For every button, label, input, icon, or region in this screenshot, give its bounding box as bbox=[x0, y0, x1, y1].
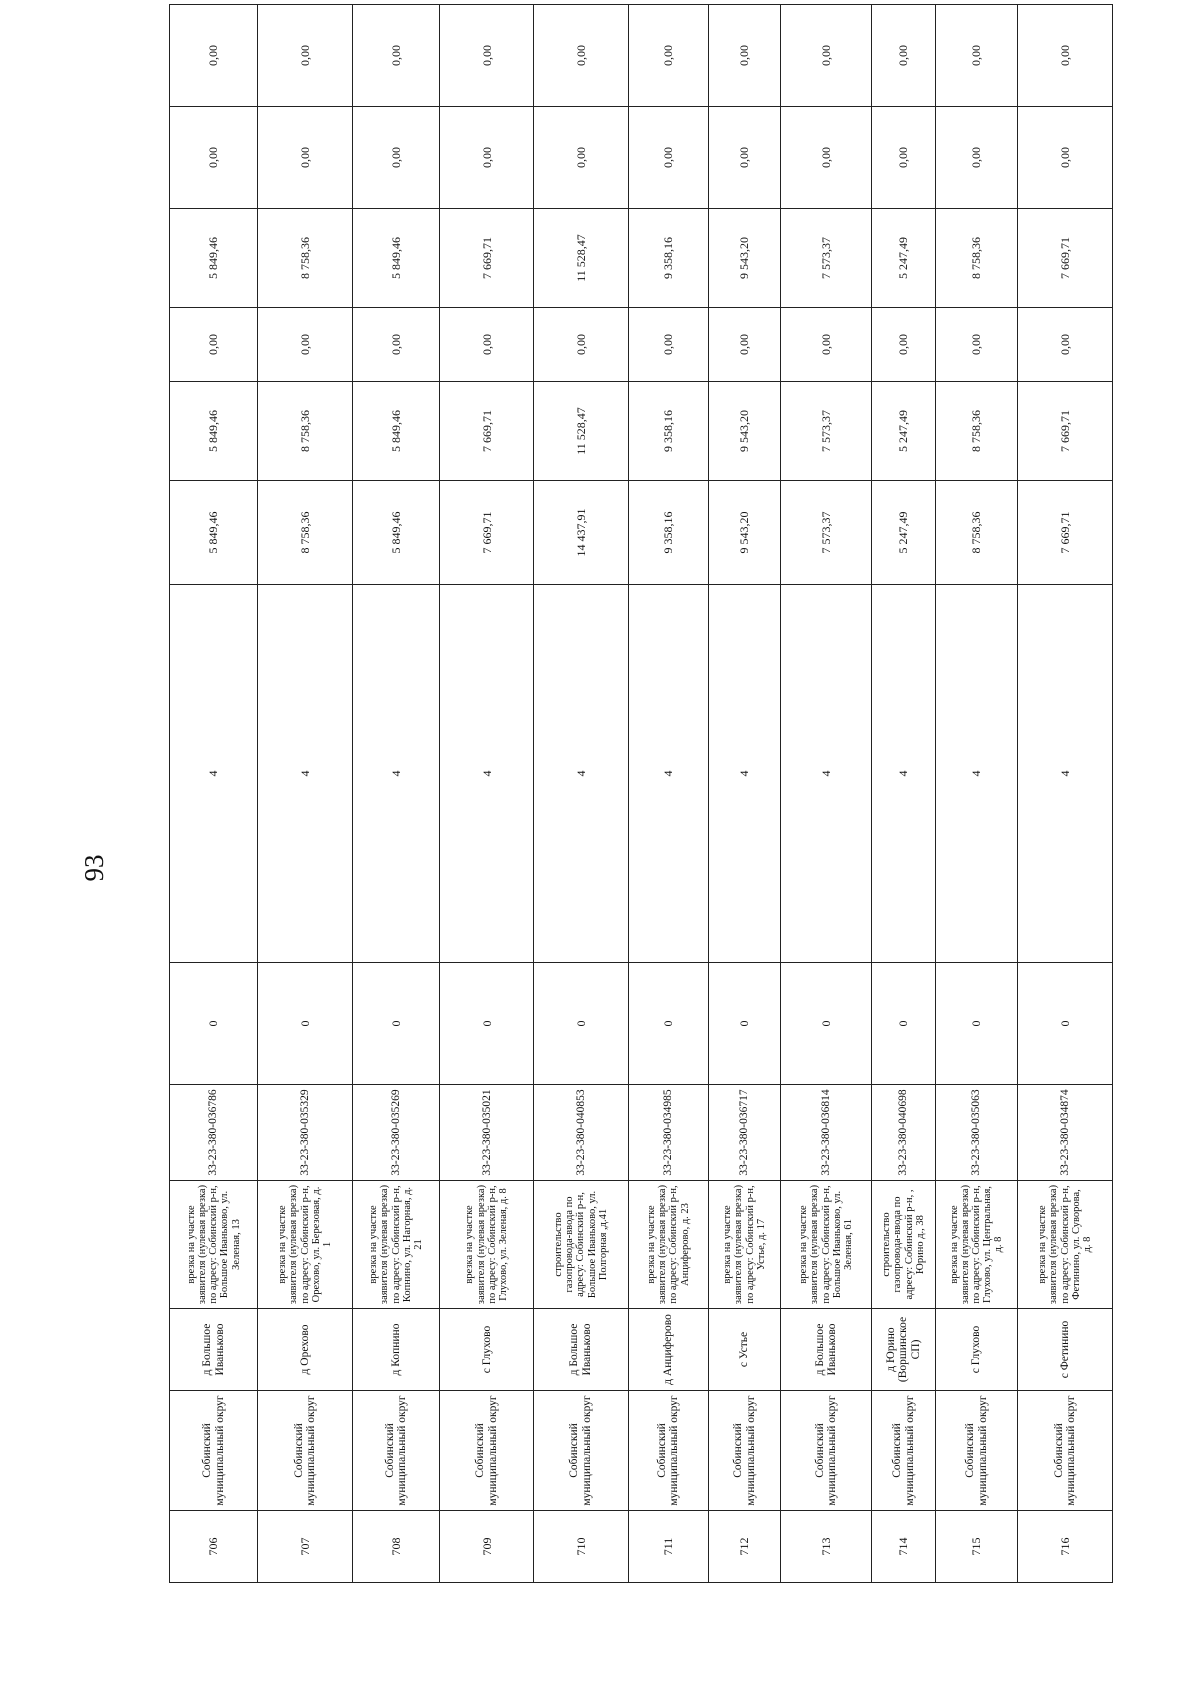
value-col-8: 7 669,71 bbox=[1018, 382, 1113, 481]
value-col-9: 0,00 bbox=[440, 308, 534, 382]
cadastre-number: 33-23-380-035021 bbox=[440, 1085, 534, 1181]
row-number: 709 bbox=[440, 1511, 534, 1583]
data-table bbox=[169, 4, 1113, 1583]
value-col-5: 0 bbox=[258, 963, 353, 1085]
address-description: врезка на участке заявителя (нулевая врезка) по адресу: Собинский р-н, Орехово, ул. Березовая, д. 1 bbox=[258, 1181, 353, 1309]
value-col-8: 7 573,37 bbox=[781, 382, 872, 481]
value-col-5: 0 bbox=[628, 963, 708, 1085]
value-col-6: 4 bbox=[440, 585, 534, 963]
row-number: 714 bbox=[871, 1511, 935, 1583]
row-number: 706 bbox=[170, 1511, 258, 1583]
value-col-8: 8 758,36 bbox=[936, 382, 1018, 481]
table-row bbox=[1018, 5, 1113, 1583]
value-col-8: 8 758,36 bbox=[258, 382, 353, 481]
value-col-12: 0,00 bbox=[1018, 5, 1113, 107]
district-cell: Собинский муниципальный округ bbox=[1018, 1391, 1113, 1511]
value-col-6: 4 bbox=[871, 585, 935, 963]
value-col-5: 0 bbox=[936, 963, 1018, 1085]
value-col-10: 7 669,71 bbox=[440, 209, 534, 308]
value-col-5: 0 bbox=[353, 963, 440, 1085]
value-col-9: 0,00 bbox=[871, 308, 935, 382]
locality-cell: д Юрино (Воршинское СП) bbox=[871, 1309, 935, 1391]
row-number: 713 bbox=[781, 1511, 872, 1583]
value-col-8: 5 849,46 bbox=[170, 382, 258, 481]
value-col-8: 7 669,71 bbox=[440, 382, 534, 481]
table-row bbox=[708, 5, 781, 1583]
table-row bbox=[628, 5, 708, 1583]
cadastre-number: 33-23-380-035329 bbox=[258, 1085, 353, 1181]
value-col-12: 0,00 bbox=[258, 5, 353, 107]
value-col-8: 11 528,47 bbox=[534, 382, 629, 481]
district-cell: Собинский муниципальный округ bbox=[353, 1391, 440, 1511]
cadastre-number: 33-23-380-034985 bbox=[628, 1085, 708, 1181]
value-col-12: 0,00 bbox=[353, 5, 440, 107]
row-number: 715 bbox=[936, 1511, 1018, 1583]
district-cell: Собинский муниципальный округ bbox=[708, 1391, 781, 1511]
value-col-7: 7 669,71 bbox=[1018, 481, 1113, 585]
value-col-10: 5 247,49 bbox=[871, 209, 935, 308]
value-col-11: 0,00 bbox=[440, 107, 534, 209]
value-col-7: 5 247,49 bbox=[871, 481, 935, 585]
value-col-6: 4 bbox=[628, 585, 708, 963]
value-col-5: 0 bbox=[708, 963, 781, 1085]
value-col-5: 0 bbox=[170, 963, 258, 1085]
value-col-10: 5 849,46 bbox=[170, 209, 258, 308]
value-col-12: 0,00 bbox=[708, 5, 781, 107]
value-col-12: 0,00 bbox=[628, 5, 708, 107]
address-description: врезка на участке заявителя (нулевая врезка) по адресу: Собинский р-н, Анциферово, д. 23 bbox=[628, 1181, 708, 1309]
value-col-10: 7 573,37 bbox=[781, 209, 872, 308]
district-cell: Собинский муниципальный округ bbox=[440, 1391, 534, 1511]
value-col-12: 0,00 bbox=[871, 5, 935, 107]
value-col-12: 0,00 bbox=[936, 5, 1018, 107]
value-col-9: 0,00 bbox=[353, 308, 440, 382]
district-cell: Собинский муниципальный округ bbox=[534, 1391, 629, 1511]
value-col-7: 5 849,46 bbox=[170, 481, 258, 585]
cadastre-number: 33-23-380-040698 bbox=[871, 1085, 935, 1181]
value-col-11: 0,00 bbox=[258, 107, 353, 209]
address-description: врезка на участке заявителя (нулевая врезка) по адресу: Собинский р-н, Большое Иваньково, ул. Зеленая, 61 bbox=[781, 1181, 872, 1309]
value-col-9: 0,00 bbox=[781, 308, 872, 382]
value-col-11: 0,00 bbox=[534, 107, 629, 209]
address-description: врезка на участке заявителя (нулевая врезка) по адресу: Собинский р-н, Глухово, ул. Центральная, д. 8 bbox=[936, 1181, 1018, 1309]
cadastre-number: 33-23-380-034874 bbox=[1018, 1085, 1113, 1181]
value-col-12: 0,00 bbox=[440, 5, 534, 107]
cadastre-number: 33-23-380-035063 bbox=[936, 1085, 1018, 1181]
value-col-6: 4 bbox=[936, 585, 1018, 963]
value-col-5: 0 bbox=[781, 963, 872, 1085]
cadastre-number: 33-23-380-036786 bbox=[170, 1085, 258, 1181]
value-col-6: 4 bbox=[708, 585, 781, 963]
row-number: 708 bbox=[353, 1511, 440, 1583]
value-col-11: 0,00 bbox=[871, 107, 935, 209]
rotated-table-container bbox=[169, 45, 1113, 1583]
address-description: врезка на участке заявителя (нулевая врезка) по адресу: Собинский р-н, Глухово, ул. Зеленая, д. 8 bbox=[440, 1181, 534, 1309]
table-row bbox=[781, 5, 872, 1583]
address-description: врезка на участке заявителя (нулевая врезка) по адресу: Собинский р-н, Фетинино, ул. Суворова, д. 8 bbox=[1018, 1181, 1113, 1309]
district-cell: Собинский муниципальный округ bbox=[258, 1391, 353, 1511]
value-col-5: 0 bbox=[440, 963, 534, 1085]
value-col-8: 9 358,16 bbox=[628, 382, 708, 481]
value-col-7: 7 573,37 bbox=[781, 481, 872, 585]
locality-cell: с Глухово bbox=[936, 1309, 1018, 1391]
cadastre-number: 33-23-380-036814 bbox=[781, 1085, 872, 1181]
locality-cell: с Фетинино bbox=[1018, 1309, 1113, 1391]
value-col-6: 4 bbox=[170, 585, 258, 963]
cadastre-number: 33-23-380-035269 bbox=[353, 1085, 440, 1181]
value-col-11: 0,00 bbox=[170, 107, 258, 209]
value-col-10: 9 543,20 bbox=[708, 209, 781, 308]
table-row bbox=[936, 5, 1018, 1583]
value-col-12: 0,00 bbox=[170, 5, 258, 107]
table-row bbox=[440, 5, 534, 1583]
value-col-7: 9 358,16 bbox=[628, 481, 708, 585]
value-col-9: 0,00 bbox=[708, 308, 781, 382]
cadastre-number: 33-23-380-040853 bbox=[534, 1085, 629, 1181]
table-row bbox=[258, 5, 353, 1583]
value-col-10: 7 669,71 bbox=[1018, 209, 1113, 308]
row-number: 707 bbox=[258, 1511, 353, 1583]
value-col-6: 4 bbox=[781, 585, 872, 963]
address-description: врезка на участке заявителя (нулевая врезка) по адресу: Собинский р-н, Большое Иваньково, ул. Зеленая, 13 bbox=[170, 1181, 258, 1309]
cadastre-number: 33-23-380-036717 bbox=[708, 1085, 781, 1181]
table-row bbox=[170, 5, 258, 1583]
value-col-7: 7 669,71 bbox=[440, 481, 534, 585]
district-cell: Собинский муниципальный округ bbox=[781, 1391, 872, 1511]
locality-cell: д Анциферово bbox=[628, 1309, 708, 1391]
value-col-11: 0,00 bbox=[781, 107, 872, 209]
value-col-10: 11 528,47 bbox=[534, 209, 629, 308]
locality-cell: с Устье bbox=[708, 1309, 781, 1391]
value-col-9: 0,00 bbox=[1018, 308, 1113, 382]
value-col-11: 0,00 bbox=[628, 107, 708, 209]
table-row bbox=[534, 5, 629, 1583]
locality-cell: д Копнино bbox=[353, 1309, 440, 1391]
value-col-10: 9 358,16 bbox=[628, 209, 708, 308]
value-col-10: 8 758,36 bbox=[936, 209, 1018, 308]
value-col-12: 0,00 bbox=[781, 5, 872, 107]
value-col-11: 0,00 bbox=[708, 107, 781, 209]
value-col-9: 0,00 bbox=[170, 308, 258, 382]
value-col-11: 0,00 bbox=[1018, 107, 1113, 209]
value-col-11: 0,00 bbox=[936, 107, 1018, 209]
value-col-6: 4 bbox=[534, 585, 629, 963]
row-number: 711 bbox=[628, 1511, 708, 1583]
row-number: 712 bbox=[708, 1511, 781, 1583]
locality-cell: д Орехово bbox=[258, 1309, 353, 1391]
row-number: 710 bbox=[534, 1511, 629, 1583]
value-col-5: 0 bbox=[1018, 963, 1113, 1085]
value-col-7: 8 758,36 bbox=[258, 481, 353, 585]
page-number: 93 bbox=[79, 854, 109, 882]
value-col-5: 0 bbox=[534, 963, 629, 1085]
value-col-9: 0,00 bbox=[628, 308, 708, 382]
value-col-6: 4 bbox=[258, 585, 353, 963]
value-col-7: 14 437,91 bbox=[534, 481, 629, 585]
value-col-8: 9 543,20 bbox=[708, 382, 781, 481]
value-col-9: 0,00 bbox=[258, 308, 353, 382]
district-cell: Собинский муниципальный округ bbox=[936, 1391, 1018, 1511]
address-description: врезка на участке заявителя (нулевая врезка) по адресу: Собинский р-н, Копнино, ул. Нагорная, д. 21 bbox=[353, 1181, 440, 1309]
value-col-7: 8 758,36 bbox=[936, 481, 1018, 585]
address-description: строительство газопровода-ввода по адресу: Собинский р-н, , Юрино д., 38 bbox=[871, 1181, 935, 1309]
address-description: врезка на участке заявителя (нулевая врезка) по адресу: Собинский р-н, Устье, д. 17 bbox=[708, 1181, 781, 1309]
value-col-12: 0,00 bbox=[534, 5, 629, 107]
locality-cell: д Большое Иваньково bbox=[534, 1309, 629, 1391]
row-number: 716 bbox=[1018, 1511, 1113, 1583]
value-col-6: 4 bbox=[353, 585, 440, 963]
value-col-9: 0,00 bbox=[936, 308, 1018, 382]
value-col-10: 8 758,36 bbox=[258, 209, 353, 308]
value-col-7: 5 849,46 bbox=[353, 481, 440, 585]
locality-cell: д Большое Иваньково bbox=[781, 1309, 872, 1391]
value-col-6: 4 bbox=[1018, 585, 1113, 963]
district-cell: Собинский муниципальный округ bbox=[628, 1391, 708, 1511]
district-cell: Собинский муниципальный округ bbox=[871, 1391, 935, 1511]
value-col-11: 0,00 bbox=[353, 107, 440, 209]
district-cell: Собинский муниципальный округ bbox=[170, 1391, 258, 1511]
value-col-9: 0,00 bbox=[534, 308, 629, 382]
address-description: строительство газопровода-ввода по адресу: Собинский р-н, Большое Иваньково, ул. Полгорная ,д.41 bbox=[534, 1181, 629, 1309]
value-col-8: 5 849,46 bbox=[353, 382, 440, 481]
value-col-5: 0 bbox=[871, 963, 935, 1085]
value-col-7: 9 543,20 bbox=[708, 481, 781, 585]
locality-cell: д Большое Иваньково bbox=[170, 1309, 258, 1391]
value-col-10: 5 849,46 bbox=[353, 209, 440, 308]
table-row bbox=[871, 5, 935, 1583]
table-row bbox=[353, 5, 440, 1583]
value-col-8: 5 247,49 bbox=[871, 382, 935, 481]
locality-cell: с Глухово bbox=[440, 1309, 534, 1391]
